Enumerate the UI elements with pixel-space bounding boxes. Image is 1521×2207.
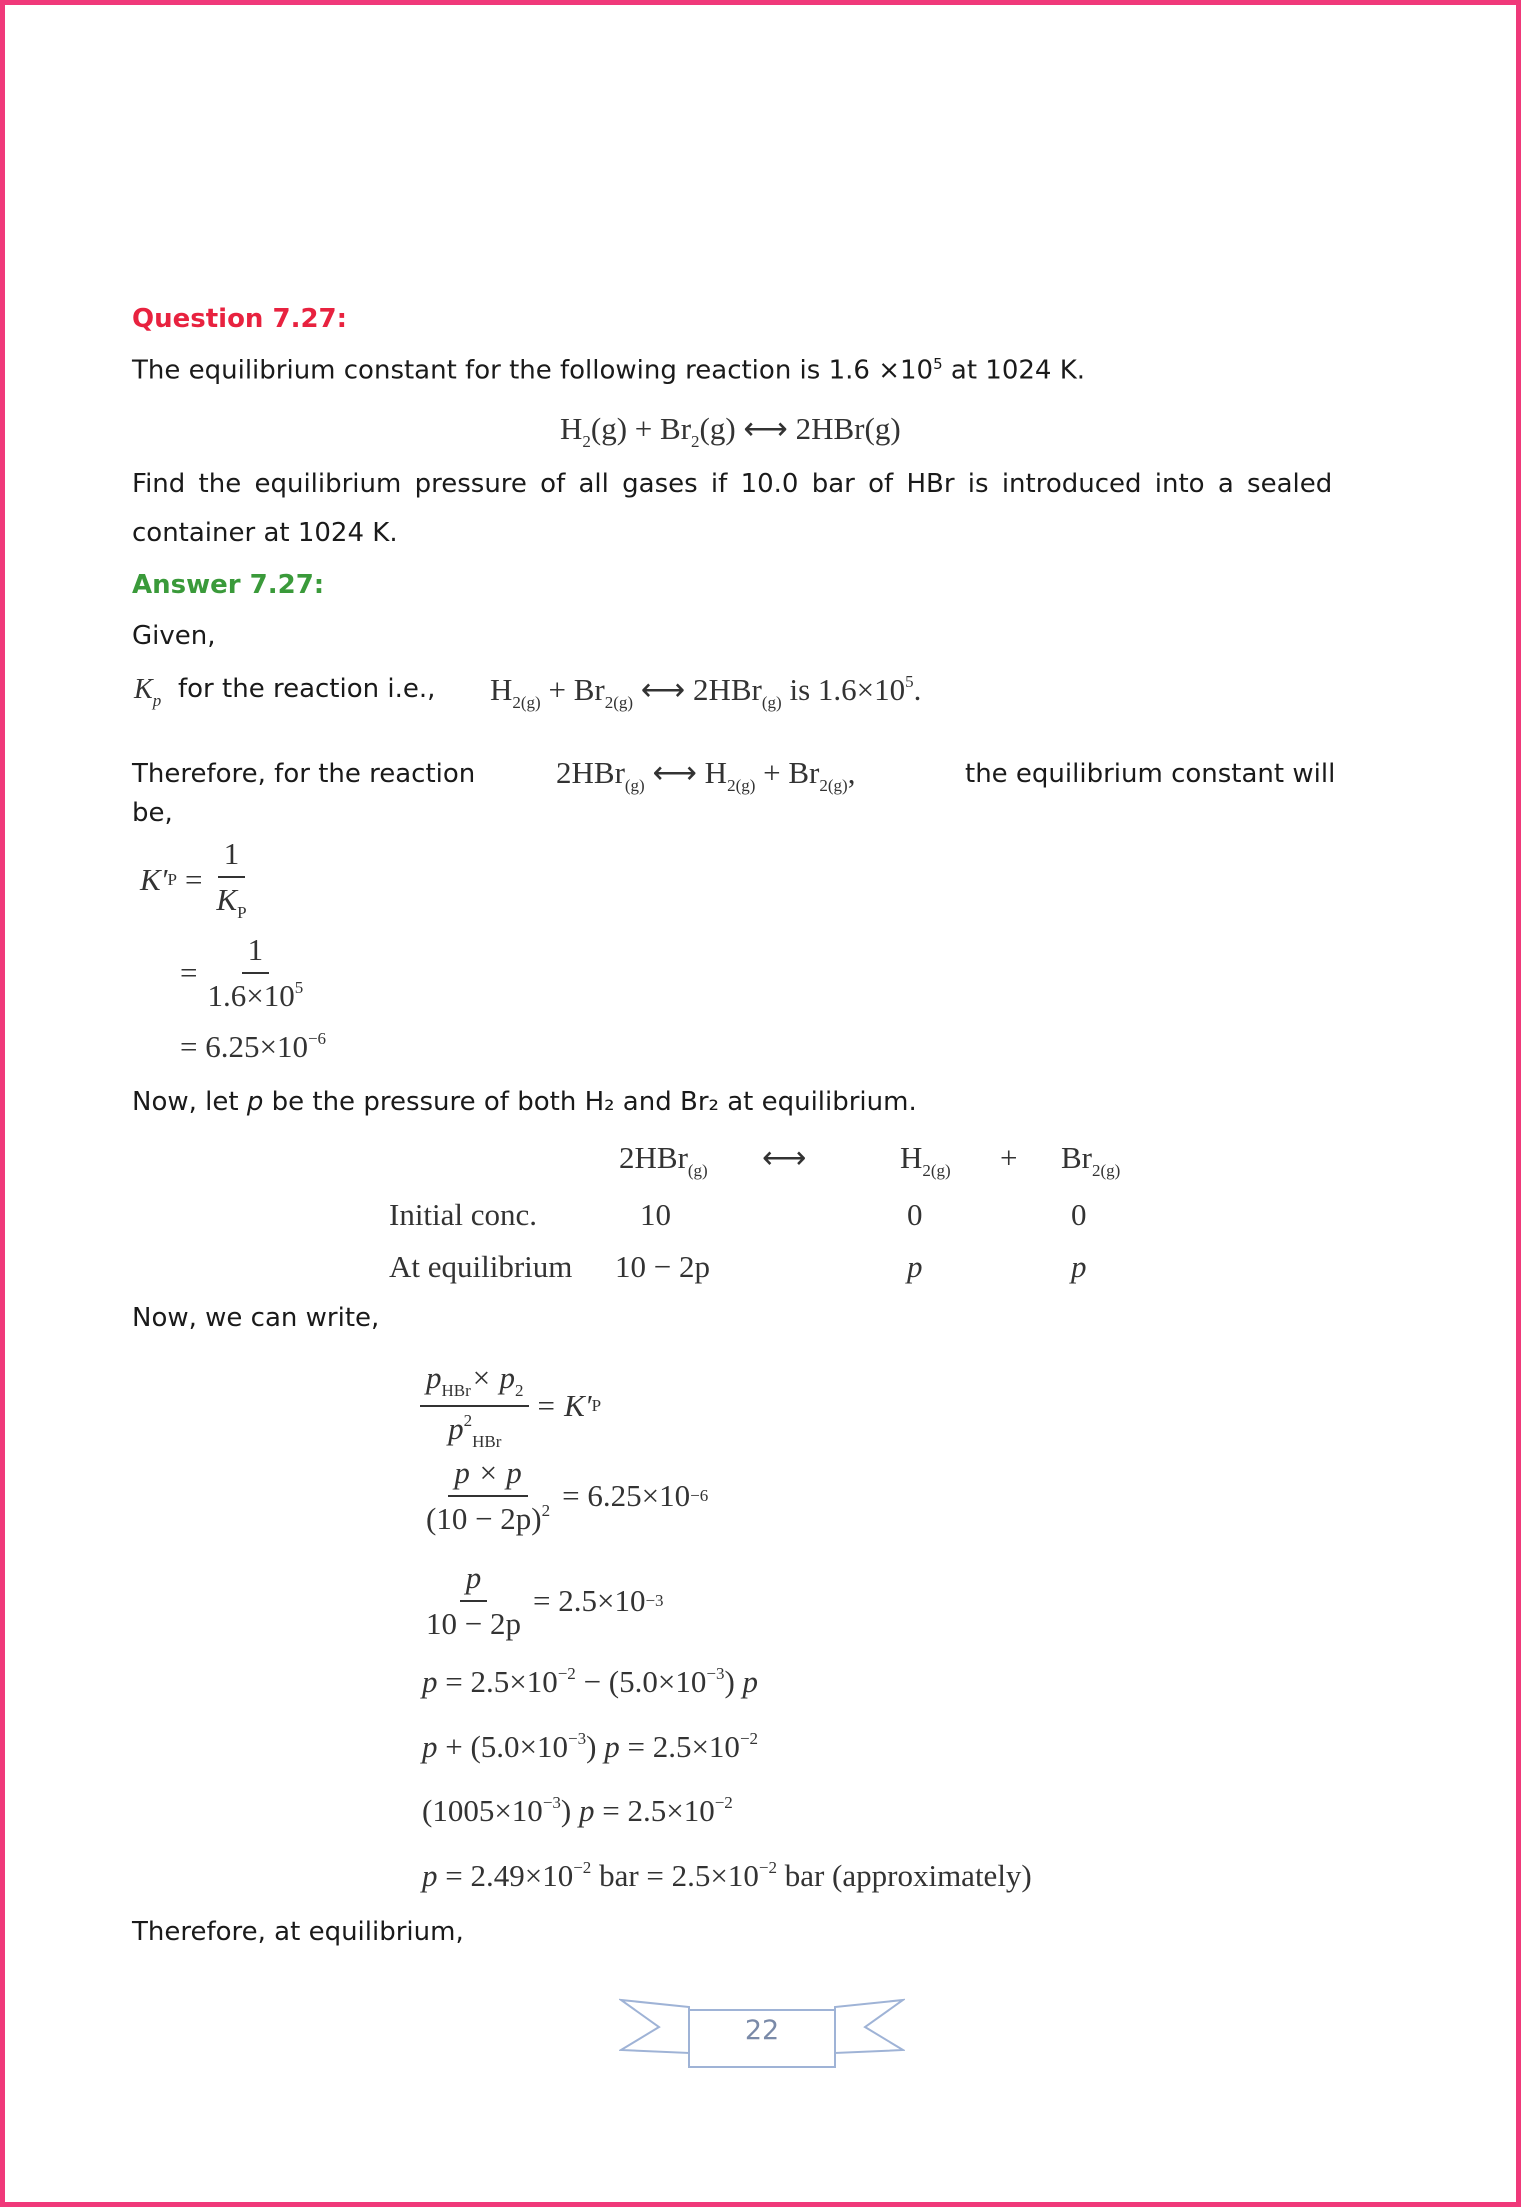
math-segment: 2(g) [819, 776, 848, 795]
denominator [201, 974, 309, 1014]
math-segment: 5 [905, 672, 914, 691]
p: p [448, 1411, 464, 1446]
sub: HBr [472, 1432, 502, 1451]
reaction-equation [560, 413, 901, 450]
math-segment: bar (approximately) [776, 1858, 1032, 1893]
equals: = [180, 955, 198, 990]
t: 2HBr [619, 1140, 688, 1175]
equation-2 [420, 1455, 708, 1537]
math-segment: ) [586, 1729, 605, 1764]
be-text: be, [132, 798, 173, 828]
lhs: K′ [140, 861, 168, 897]
table-header-br2 [1061, 1142, 1120, 1179]
math-segment: −2 [557, 1664, 576, 1683]
math-segment: −2 [573, 1858, 592, 1877]
sub: (g) [687, 1161, 708, 1180]
math-segment: 2(g) [512, 693, 541, 712]
math-segment: ⟷ 2HBr [633, 672, 762, 707]
question-heading: Question 7.27: [132, 304, 348, 334]
fraction [420, 1455, 556, 1537]
math-segment: (g) ⟷ 2HBr(g) [699, 411, 901, 446]
math-segment: 2 [691, 432, 700, 451]
numerator [420, 1360, 529, 1407]
math-segment: (1005×10 [422, 1793, 543, 1828]
kp-text: for the reaction i.e., [178, 674, 436, 704]
numerator: 1 [218, 836, 246, 878]
math-segment: + Br [755, 755, 820, 790]
answer-heading: Answer 7.27: [132, 570, 325, 600]
math-segment: −2 [758, 1858, 777, 1877]
math-segment: (g) [761, 693, 782, 712]
now-let-text [132, 1089, 917, 1115]
sup: 2 [541, 1501, 551, 1520]
numerator: 1 [242, 932, 270, 974]
math-segment: p [422, 1664, 438, 1699]
t: Br [1061, 1140, 1092, 1175]
final-text: Therefore, at equilibrium, [132, 1917, 464, 1947]
equation-3 [420, 1560, 664, 1642]
math-segment: ) [724, 1664, 743, 1699]
denominator: 10 − 2p [426, 1606, 521, 1641]
rhs: = 2.5×10 [532, 1583, 646, 1618]
sup: −6 [690, 1486, 709, 1505]
superscript: 5 [933, 355, 943, 373]
t: H [900, 1140, 923, 1175]
math-segment: p [422, 1729, 438, 1764]
table-row1-br2: 0 [1071, 1197, 1087, 1232]
result: = 6.25×10 [180, 1029, 308, 1064]
math-segment: ) [560, 1793, 579, 1828]
question-text-line3: container at 1024 K. [132, 518, 398, 548]
kprime-step2 [180, 932, 315, 1014]
page-number: 22 [744, 2015, 780, 2046]
text: be the pressure of both H₂ and Br₂ at equilibrium. [263, 1087, 917, 1117]
sup: 2 [463, 1411, 473, 1430]
rhs: = K′ [535, 1388, 592, 1423]
kprime-result [180, 1030, 326, 1062]
math-segment: is 1.6×10 [781, 672, 906, 707]
math-segment: 2 [582, 432, 591, 451]
math-segment: −3 [706, 1664, 725, 1683]
table-row1-label: Initial conc. [389, 1197, 538, 1232]
math-segment: −2 [739, 1729, 759, 1748]
sup: −3 [645, 1591, 664, 1610]
sub: 2 [514, 1381, 524, 1400]
therefore-text: Therefore, for the reaction [132, 759, 476, 789]
math-segment: ⟷ H [644, 755, 728, 790]
math-segment: (g) + Br [590, 411, 692, 446]
den: K [216, 882, 238, 917]
text: Now, let [132, 1087, 247, 1117]
sub: 2(g) [1092, 1161, 1121, 1180]
math-segment: p [422, 1858, 438, 1893]
math-segment: + (5.0×10 [437, 1729, 569, 1764]
denominator [442, 1407, 507, 1452]
equation-1 [420, 1360, 601, 1452]
math-segment: = 2.49×10 [437, 1858, 574, 1893]
equation-5 [422, 1730, 758, 1762]
math-segment: 2(g) [604, 693, 634, 712]
math-segment: −3 [542, 1793, 561, 1812]
table-row1-h2: 0 [907, 1197, 923, 1232]
sub: P [167, 869, 177, 889]
text: The equilibrium constant for the following reaction is 1.6 ×10 [132, 355, 934, 386]
fraction [210, 836, 252, 923]
math-segment: −2 [714, 1793, 733, 1812]
kprime-equation [140, 836, 259, 923]
math-segment: H [560, 411, 583, 446]
table-header-hbr [619, 1142, 708, 1179]
equation-6 [422, 1794, 733, 1826]
math-segment: p [742, 1664, 759, 1699]
rhs: = 6.25×10 [562, 1478, 691, 1513]
now-write-text: Now, we can write, [132, 1303, 380, 1333]
sub: HBr [441, 1381, 471, 1400]
kp-symbol [134, 676, 161, 709]
math-segment: p [578, 1793, 595, 1828]
math-segment: − (5.0×10 [575, 1664, 707, 1699]
fraction [420, 1560, 527, 1642]
math-segment: , [847, 755, 856, 790]
denominator [210, 878, 252, 923]
fraction [201, 932, 309, 1014]
table-row1-hbr: 10 [640, 1197, 671, 1232]
math-segment: 2HBr [556, 755, 625, 790]
math-segment: = 2.5×10 [594, 1793, 715, 1828]
math-segment: −3 [568, 1729, 587, 1748]
therefore-end: the equilibrium constant will [965, 759, 1336, 789]
math-segment: H [490, 672, 513, 707]
reverse-reaction [556, 757, 855, 794]
math-segment: + Br [540, 672, 605, 707]
numerator: p × p [448, 1455, 527, 1497]
mid: × p [470, 1360, 515, 1395]
question-text-line1 [132, 357, 1085, 384]
fraction [420, 1360, 529, 1452]
sub: P [237, 903, 247, 922]
table-row2-hbr: 10 − 2p [615, 1249, 710, 1284]
k: K [134, 674, 153, 705]
den: (10 − 2p) [426, 1501, 542, 1536]
equals: = [184, 861, 203, 897]
question-text-line2: Find the equilibrium pressure of all gases if 10.0 bar of HBr is introduced into a sealed [132, 469, 1333, 499]
sub: 2(g) [922, 1161, 951, 1180]
math-segment: (g) [624, 776, 645, 795]
den: 1.6×10 [207, 978, 295, 1013]
text: at 1024 K. [942, 355, 1086, 386]
table-row2-br2: p [1071, 1249, 1087, 1284]
numerator: p [460, 1560, 488, 1602]
sup: 5 [294, 978, 304, 997]
table-header-h2 [900, 1142, 951, 1179]
math-segment: p [604, 1729, 620, 1764]
given-label: Given, [132, 621, 216, 651]
denominator [420, 1497, 556, 1537]
p: p [246, 1087, 264, 1117]
math-segment: = 2.5×10 [437, 1664, 558, 1699]
math-segment: bar = 2.5×10 [591, 1858, 759, 1893]
math-segment: = 2.5×10 [619, 1729, 740, 1764]
math-segment: . [913, 672, 922, 707]
sub: P [591, 1396, 602, 1415]
equation-4 [422, 1665, 758, 1697]
kp-reaction [490, 673, 921, 711]
sup: −6 [307, 1029, 327, 1048]
table-row2-label: At equilibrium [389, 1249, 573, 1284]
table-row2-h2: p [907, 1249, 923, 1284]
math-segment: 2(g) [727, 776, 756, 795]
equation-7 [422, 1859, 1032, 1891]
sub: p [152, 691, 162, 710]
p: p [426, 1360, 442, 1395]
table-header-arrow: ⟷ [762, 1140, 807, 1175]
table-header-plus: + [1000, 1140, 1018, 1175]
